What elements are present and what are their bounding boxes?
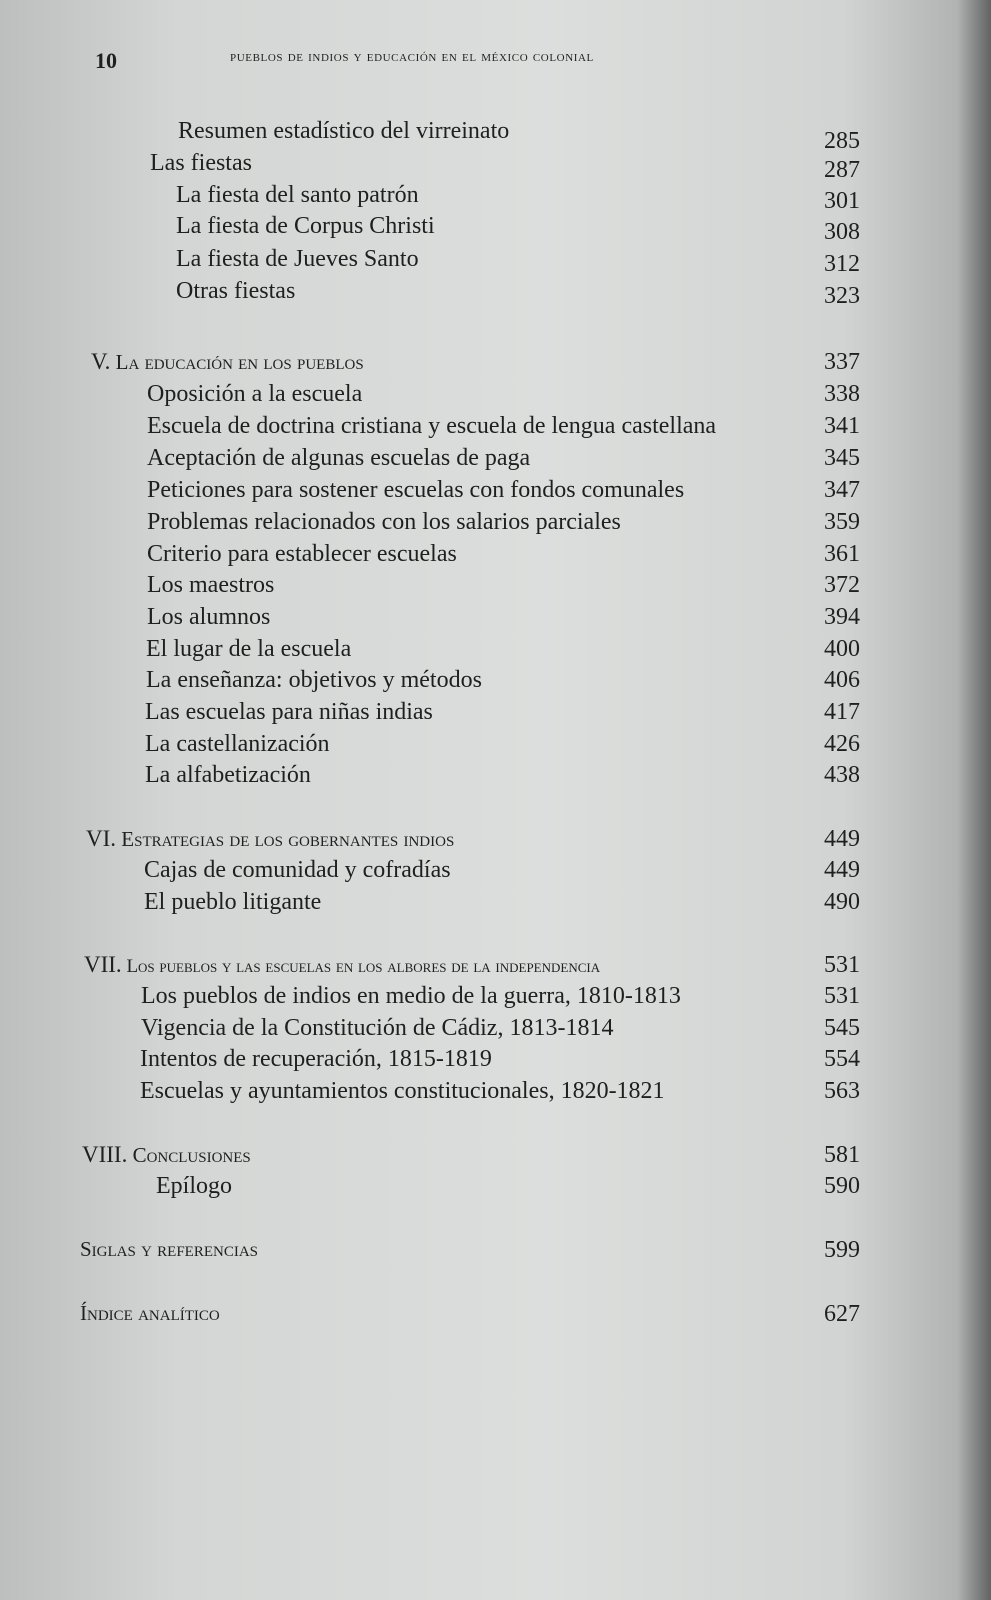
toc-entry-page: 394 xyxy=(824,604,860,630)
toc-entry xyxy=(156,1173,860,1203)
toc-entry-title: Vigencia de la Constitución de Cádiz, 1813-1814 xyxy=(141,1015,614,1041)
toc-entry-title: La fiesta de Corpus Christi xyxy=(176,213,435,239)
toc-entry xyxy=(144,857,860,887)
toc-entry-page: 590 xyxy=(824,1173,860,1199)
toc-entry xyxy=(147,572,860,602)
toc-entry xyxy=(147,509,860,539)
toc-entry-page: 287 xyxy=(824,157,860,183)
toc-entry-page: 554 xyxy=(824,1046,860,1072)
toc-entry xyxy=(147,413,860,443)
toc-entry-page: 545 xyxy=(824,1015,860,1041)
chapter-title: Los pueblos y las escuelas en los albores de la independencia xyxy=(126,956,601,977)
toc-entry xyxy=(147,604,860,634)
toc-entry-title: Aceptación de algunas escuelas de paga xyxy=(147,445,531,471)
toc-entry-title: La fiesta de Jueves Santo xyxy=(176,246,419,272)
toc-entry-page: 426 xyxy=(824,731,860,757)
toc-entry-page: 345 xyxy=(824,445,860,471)
toc-entry-page: 531 xyxy=(824,983,860,1009)
toc-entry-page: 531 xyxy=(824,952,860,978)
toc-entry xyxy=(146,636,860,666)
toc-entry xyxy=(176,246,860,276)
toc-entry xyxy=(145,762,860,792)
toc-entry-page: 361 xyxy=(824,541,860,567)
running-title: pueblos de indios y educación en el méxico colonial xyxy=(230,48,594,65)
toc-entry-title: La alfabetización xyxy=(145,762,311,788)
toc-entry-page: 341 xyxy=(824,413,860,439)
page-number: 10 xyxy=(95,48,117,73)
toc-entry xyxy=(141,983,860,1013)
toc-entry xyxy=(141,1015,860,1045)
toc-entry-title: Escuelas y ayuntamientos constitucionales, 1820-1821 xyxy=(140,1078,665,1104)
chapter-title: Estrategias de los gobernantes indios xyxy=(121,827,455,851)
toc-entry-title: Epílogo xyxy=(156,1173,232,1199)
toc-entry xyxy=(150,150,860,183)
chapter-roman: VI. xyxy=(86,826,117,851)
toc-entry-page: 417 xyxy=(824,699,860,725)
toc-entry-page: 599 xyxy=(824,1237,860,1263)
toc-entry-page: 312 xyxy=(824,251,860,277)
toc-entry xyxy=(146,667,860,697)
toc-entry-page: 308 xyxy=(824,219,860,245)
toc-entry-page: 301 xyxy=(824,188,860,214)
toc-entry-title: Oposición a la escuela xyxy=(147,381,363,407)
toc-entry-page: 406 xyxy=(824,667,860,693)
toc-entry-title: Los maestros xyxy=(147,572,275,598)
toc-entry xyxy=(140,1046,860,1076)
toc-entry-title: Criterio para establecer escuelas xyxy=(147,541,457,567)
chapter-title: Conclusiones xyxy=(132,1143,251,1167)
toc-entry-title: La castellanización xyxy=(145,731,330,757)
toc-entry-title: El pueblo litigante xyxy=(144,889,322,915)
toc-entry-page: 563 xyxy=(824,1078,860,1104)
toc-entry-title: Problemas relacionados con los salarios parciales xyxy=(147,509,621,535)
chapter-roman: V. xyxy=(91,349,111,374)
toc-entry-title: El lugar de la escuela xyxy=(146,636,352,662)
toc-entry-title: Los pueblos de indios en medio de la guerra, 1810-1813 xyxy=(141,983,681,1009)
chapter-roman: VII. xyxy=(84,952,122,977)
toc-chapter xyxy=(84,952,860,982)
toc-entry xyxy=(140,1078,860,1108)
toc-entry-page: 400 xyxy=(824,636,860,662)
toc-back-matter xyxy=(80,1237,860,1267)
toc-entry-title: Cajas de comunidad y cofradías xyxy=(144,857,451,883)
toc-entry-title: Otras fiestas xyxy=(176,278,296,304)
toc-entry-title: Resumen estadístico del virreinato xyxy=(178,118,510,144)
chapter-roman: VIII. xyxy=(82,1142,128,1167)
toc-entry-page: 449 xyxy=(824,826,860,852)
toc-entry xyxy=(145,731,860,761)
toc-back-matter xyxy=(80,1301,860,1331)
toc-chapter xyxy=(91,349,860,379)
toc-entry xyxy=(144,889,860,919)
toc-entry-page: 490 xyxy=(824,889,860,915)
back-matter-title: Siglas y referencias xyxy=(80,1237,259,1261)
toc-entry xyxy=(176,182,860,212)
toc-entry xyxy=(176,213,860,243)
toc-entry-page: 347 xyxy=(824,477,860,503)
toc-entry xyxy=(147,477,860,507)
toc-chapter xyxy=(82,1142,860,1172)
back-matter-title: Índice analítico xyxy=(80,1301,220,1325)
toc-entry-page: 372 xyxy=(824,572,860,598)
toc-entry-page: 359 xyxy=(824,509,860,535)
toc-entry-page: 438 xyxy=(824,762,860,788)
page-edge-shadow xyxy=(957,0,991,1600)
toc-entry xyxy=(178,118,860,154)
toc-entry-title: Escuela de doctrina cristiana y escuela de lengua castellana xyxy=(147,413,717,439)
toc-entry xyxy=(176,278,860,308)
toc-entry-page: 323 xyxy=(824,283,860,309)
toc-entry xyxy=(145,699,860,729)
toc-entry-page: 338 xyxy=(824,381,860,407)
toc-entry-title: Las fiestas xyxy=(150,150,252,176)
toc-entry-title: Intentos de recuperación, 1815-1819 xyxy=(140,1046,492,1072)
toc-entry-title: La fiesta del santo patrón xyxy=(176,182,419,208)
toc-entry xyxy=(147,541,860,571)
toc-entry xyxy=(147,445,860,475)
toc-entry-title: La enseñanza: objetivos y métodos xyxy=(146,667,482,693)
toc-entry-page: 581 xyxy=(824,1142,860,1168)
running-header xyxy=(95,44,775,74)
toc-entry xyxy=(147,381,860,411)
toc-entry-page: 449 xyxy=(824,857,860,883)
chapter-title: La educación en los pueblos xyxy=(115,350,364,374)
toc-chapter xyxy=(86,826,860,856)
toc-entry-page: 285 xyxy=(824,128,860,154)
toc-entry-page: 627 xyxy=(824,1301,860,1327)
toc-entry-page: 337 xyxy=(824,349,860,375)
toc-entry-title: Las escuelas para niñas indias xyxy=(145,699,433,725)
toc-entry-title: Peticiones para sostener escuelas con fondos comunales xyxy=(147,477,685,503)
toc-entry-title: Los alumnos xyxy=(147,604,271,630)
